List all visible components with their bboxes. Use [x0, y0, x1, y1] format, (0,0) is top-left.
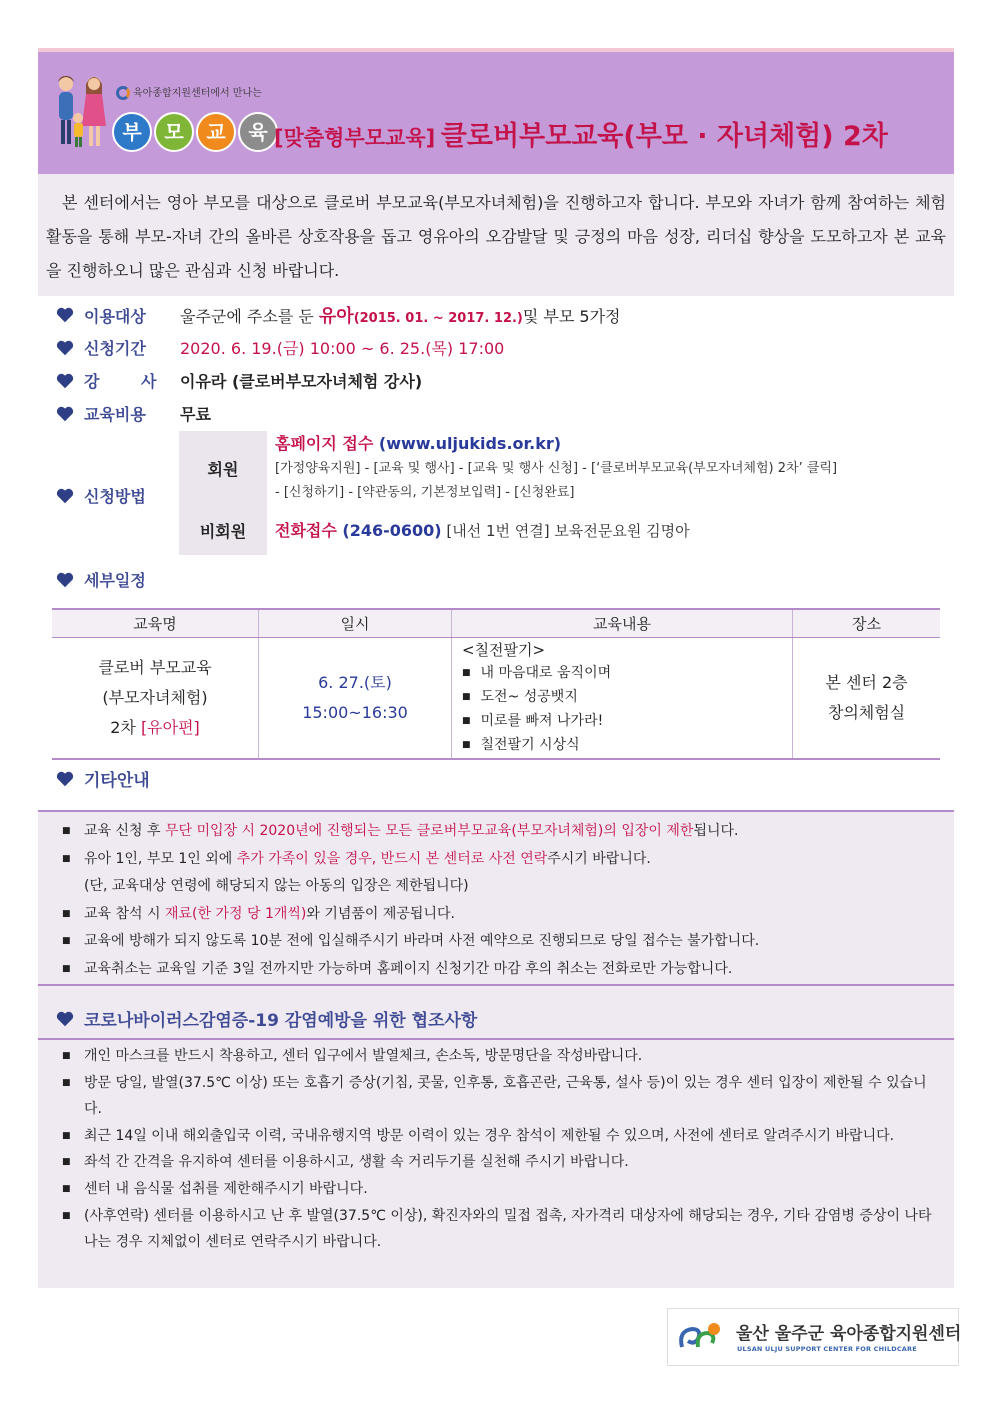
page-title: [274, 114, 888, 153]
heart-icon: [56, 405, 74, 423]
schedule-label: 세부일정: [84, 571, 146, 590]
title-banner: [38, 52, 954, 174]
column-header: 장소: [793, 609, 941, 638]
list-item: ■ 좌석 간 간격을 유지하여 센터를 이용하시고, 생활 속 거리두기를 실천해 주시기 바랍니다.: [62, 1149, 942, 1176]
heart-icon: [56, 571, 74, 589]
logo-circle-3: 교: [196, 112, 236, 152]
info-row-method: [38, 484, 180, 507]
list-item: ■ 교육에 방해가 되지 않도록 10분 전에 입실해주시기 바라며 사전 예약으로 진행되므로 당일 접수는 불가합니다.: [62, 928, 942, 956]
content-list: [462, 661, 791, 757]
list-item: ■ 미로를 빠져 나가라!: [462, 709, 791, 733]
list-item: ■ 칠전팔기 시상식: [462, 733, 791, 757]
logo-subtitle: 육아종합지원센터에서 만나는: [116, 84, 262, 100]
list-item: ■ 방문 당일, 발열(37.5℃ 이상) 또는 호흡기 증상(기침, 콧물, 인후통, 호흡곤란, 근육통, 설사 등)이 있는 경우 센터 입장이 제한될 수 있습니다.: [62, 1070, 942, 1123]
list-item: ■ 최근 14일 이내 해외출입국 이력, 국내유행지역 방문 이력이 있는 경우 참석이 제한될 수 있으며, 사전에 센터로 알려주시기 바랍니다.: [62, 1123, 942, 1150]
heart-icon: [56, 372, 74, 390]
table-header-row: [52, 609, 940, 638]
divider: [38, 1038, 954, 1040]
info-value: 이유라 (클로버부모자녀체험 강사): [180, 372, 423, 391]
heart-icon: [56, 487, 74, 505]
list-item: ■ 개인 마스크를 반드시 착용하고, 센터 입구에서 발열체크, 손소독, 방문명단을 작성바랍니다.: [62, 1043, 942, 1070]
schedule-heading: [38, 568, 180, 591]
info-section: [38, 296, 954, 811]
intro-paragraph: [46, 186, 946, 288]
list-item: ■ 내 마음대로 움직이며: [462, 661, 791, 685]
info-row-fee: [38, 402, 211, 425]
list-item: ■ 교육 참석 시 재료(한 가정 당 1개씩)와 기념품이 제공됩니다.: [62, 901, 942, 929]
info-label: 신청방법: [84, 487, 146, 506]
list-item: ■ 센터 내 음식물 섭취를 제한해주시기 바랍니다.: [62, 1176, 942, 1203]
intro-text: 본 센터에서는 영아 부모를 대상으로 클로버 부모교육(부모자녀체험)을 진행하고자 합니다. 부모와 자녀가 함께 참여하는 체험활동을 통해 부모-자녀 간의 올바른 상호작용을 돕고 영유아의 오감발달 및 긍정의 마음 성장, 리더십 향상을 도모하고자 본 교육을 진행하오니 많은 관심과 신청 바랍니다.: [46, 193, 946, 280]
etc-notes: [62, 818, 942, 983]
list-item: ■ 유아 1인, 부모 1인 외에 추가 가족이 있을 경우, 반드시 본 센터로 사전 연락주시기 바랍니다. (단, 교육대상 연령에 해당되지 않는 아동의 입장은 제한됩니다): [62, 846, 942, 901]
corona-label: 코로나바이러스감염증-19 감염예방을 위한 협조사항: [84, 1011, 478, 1031]
application-method-box: [179, 431, 954, 557]
heart-icon: [56, 306, 74, 324]
nonmember-tag: 비회원: [179, 509, 267, 555]
heart-icon: [56, 1010, 74, 1028]
datetime-cell: 6. 27.(토) 15:00~16:30: [259, 638, 452, 760]
list-item: ■ 도전~ 성공뱃지: [462, 685, 791, 709]
info-label: 신청기간: [84, 339, 146, 358]
info-label: 강 사: [84, 372, 175, 391]
list-item: ■ 교육취소는 교육일 기준 3일 전까지만 가능하며 홈페이지 신청기간 마감 후의 취소는 전화로만 가능합니다.: [62, 956, 942, 984]
info-label: 교육비용: [84, 405, 146, 424]
heart-icon: [56, 770, 74, 788]
corona-notes: [62, 1043, 942, 1256]
info-label: 이용대상: [84, 306, 146, 326]
title-main: 클로버부모교육(부모 · 자녀체험) 2차: [440, 121, 888, 152]
corona-heading: [38, 1006, 954, 1031]
program-name-cell: 클로버 부모교육 (부모자녀체험) 2차 [유아편]: [52, 638, 259, 760]
nonmember-line: 전화접수 (246-0600) [내선 1번 연결] 보육전문요원 김명아: [275, 521, 690, 540]
title-prefix: [맞춤형부모교육]: [274, 126, 436, 150]
etc-heading: [38, 766, 954, 791]
member-online-line: 홈페이지 접수 (www.uljukids.or.kr): [275, 434, 562, 453]
list-item: ■ 교육 신청 후 무단 미입장 시 2020년에 진행되는 모든 클로버부모교육(부모자녀체험)의 입장이 제한됩니다.: [62, 818, 942, 846]
info-row-instructor: [38, 369, 422, 392]
center-name: 울산 울주군 육아종합지원센터: [736, 1324, 962, 1344]
etc-label: 기타안내: [84, 771, 150, 791]
family-illustration-icon: [50, 72, 112, 152]
member-path-2: - [신청하기] - [약관동의, 기본정보입력] - [신청완료]: [275, 485, 575, 500]
center-logo: [667, 1308, 962, 1366]
swirl-logo-icon: [676, 1321, 722, 1355]
member-path-1: [가정양육지원] - [교육 및 행사] - [교육 및 행사 신청] - [‘클로버부모교육(부모자녀체험) 2차’ 클릭]: [275, 461, 838, 476]
column-header: 교육내용: [452, 609, 793, 638]
info-value: 2020. 6. 19.(금) 10:00 ~ 6. 25.(목) 17:00: [180, 339, 505, 358]
column-header: 일시: [259, 609, 452, 638]
swirl-logo-icon: [116, 86, 130, 100]
column-header: 교육명: [52, 609, 259, 638]
heart-icon: [56, 339, 74, 357]
center-english-name: ULSAN ULJU SUPPORT CENTER FOR CHILDCARE: [737, 1345, 917, 1353]
table-row: [52, 638, 940, 760]
place-cell: 본 센터 2층 창의체험실: [793, 638, 941, 760]
logo-circle-4: 육: [238, 112, 278, 152]
info-value: 무료: [180, 405, 211, 424]
logo-circle-1: 부: [112, 112, 152, 152]
schedule-table: [52, 608, 940, 760]
logo-circles: [112, 112, 278, 152]
info-value: 울주군에 주소를 둔 유아(2015. 01. ~ 2017. 12.)및 부모 5가정: [180, 306, 621, 327]
homepage-link[interactable]: (www.uljukids.or.kr): [378, 434, 562, 453]
list-item: ■ (사후연락) 센터를 이용하시고 난 후 발열(37.5℃ 이상), 확진자와의 밀접 접촉, 자가격리 대상자에 해당되는 경우, 기타 감염병 증상이 나타나는 경우 지체없이 센터로 연락주시기 바랍니다.: [62, 1203, 942, 1256]
divider: [38, 984, 954, 986]
info-row-target: [38, 302, 621, 328]
divider: [38, 810, 954, 812]
info-row-period: [38, 336, 504, 359]
content-cell: <칠전팔기> ■ 내 마음대로 움직이며 ■ 도전~ 성공뱃지 ■ 미로를 빠져 나가라! ■ 칠전팔기 시상식: [452, 638, 793, 760]
member-tag: 회원: [179, 431, 267, 509]
logo-circle-2: 모: [154, 112, 194, 152]
